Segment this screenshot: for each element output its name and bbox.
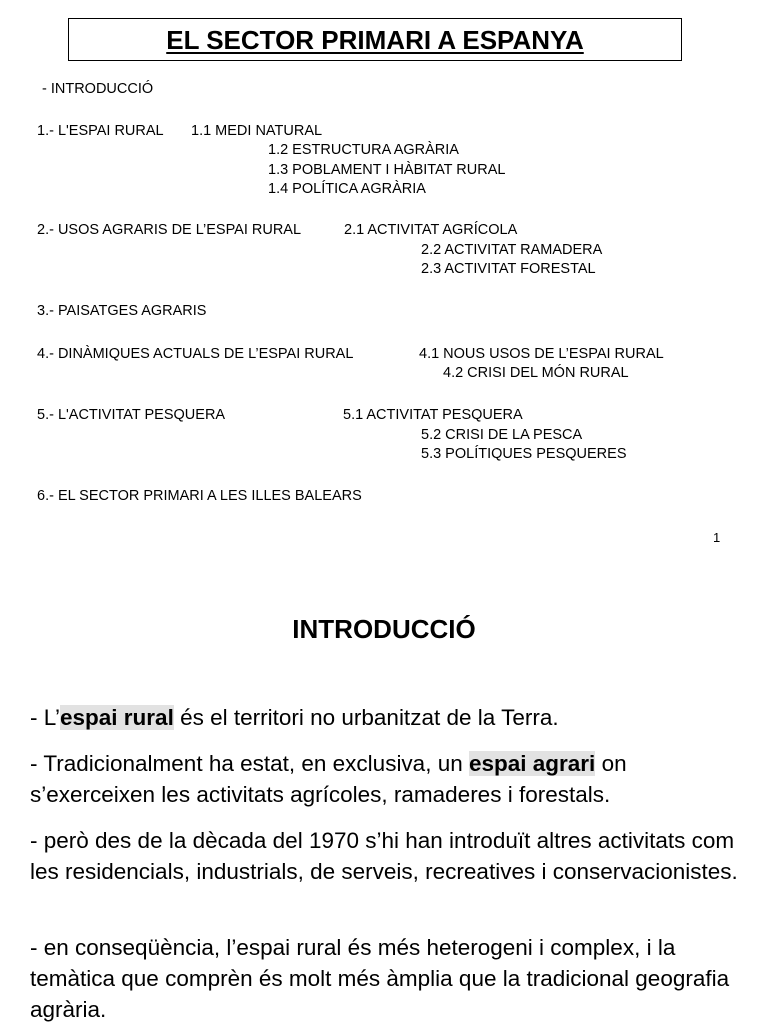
- paragraph-4: - en conseqüència, l’espai rural és més heterogeni i complex, i la temàtica que comprèn és molt més àmplia que la tradicional geografia agrària.: [30, 935, 730, 1022]
- toc-item-1-4: 1.4 POLÍTICA AGRÀRIA: [268, 181, 426, 197]
- toc-item-5-3: 5.3 POLÍTIQUES PESQUERES: [421, 446, 627, 462]
- toc-item-2-3: 2.3 ACTIVITAT FORESTAL: [421, 261, 596, 277]
- toc-item-2-1: 2.1 ACTIVITAT AGRÍCOLA: [344, 222, 518, 238]
- toc-section-6: 6.- EL SECTOR PRIMARI A LES ILLES BALEARS: [37, 488, 362, 504]
- paragraph-2-rest: on s’exerceixen les activitats agrícoles, ramaderes i forestals.: [30, 751, 627, 807]
- intro-heading: INTRODUCCIÓ: [292, 614, 476, 644]
- toc-section-2: 2.- USOS AGRARIS DE L’ESPAI RURAL: [37, 222, 302, 238]
- paragraph-1-rest: és el territori no urbanitzat de la Terra.: [173, 705, 559, 730]
- toc-item-1-1: 1.1 MEDI NATURAL: [191, 123, 323, 139]
- toc-item-5-1: 5.1 ACTIVITAT PESQUERA: [343, 407, 523, 423]
- term-espai-agrari: espai agrari: [468, 751, 596, 776]
- toc-section-4: 4.- DINÀMIQUES ACTUALS DE L’ESPAI RURAL: [37, 346, 354, 362]
- toc-section-1: 1.- L'ESPAI RURAL: [37, 123, 164, 139]
- document-title: EL SECTOR PRIMARI A ESPANYA: [68, 18, 682, 61]
- paragraph-2-prefix: - Tradicionalment ha estat, en exclusiva, un: [30, 751, 469, 776]
- page-number: 1: [713, 530, 721, 545]
- toc-item-4-1: 4.1 NOUS USOS DE L’ESPAI RURAL: [419, 346, 664, 362]
- toc-item-1-2: 1.2 ESTRUCTURA AGRÀRIA: [268, 142, 459, 158]
- toc-intro: - INTRODUCCIÓ: [42, 81, 154, 97]
- paragraph-3: - però des de la dècada del 1970 s’hi han introduït altres activitats com les residencials, industrials, de serveis, recreatives i conservacionistes.: [30, 828, 738, 884]
- toc-item-2-2: 2.2 ACTIVITAT RAMADERA: [421, 242, 603, 258]
- paragraph-2: [30, 748, 740, 810]
- toc-item-5-2: 5.2 CRISI DE LA PESCA: [421, 427, 583, 443]
- toc-item-4-2: 4.2 CRISI DEL MÓN RURAL: [443, 365, 629, 381]
- toc-item-1-3: 1.3 POBLAMENT I HÀBITAT RURAL: [268, 162, 506, 178]
- paragraph-1-prefix: - L’: [30, 705, 61, 730]
- toc-section-3: 3.- PAISATGES AGRARIS: [37, 303, 207, 319]
- term-espai-rural: espai rural: [60, 705, 174, 730]
- paragraph-1: [30, 702, 740, 733]
- toc-section-5: 5.- L'ACTIVITAT PESQUERA: [37, 407, 226, 423]
